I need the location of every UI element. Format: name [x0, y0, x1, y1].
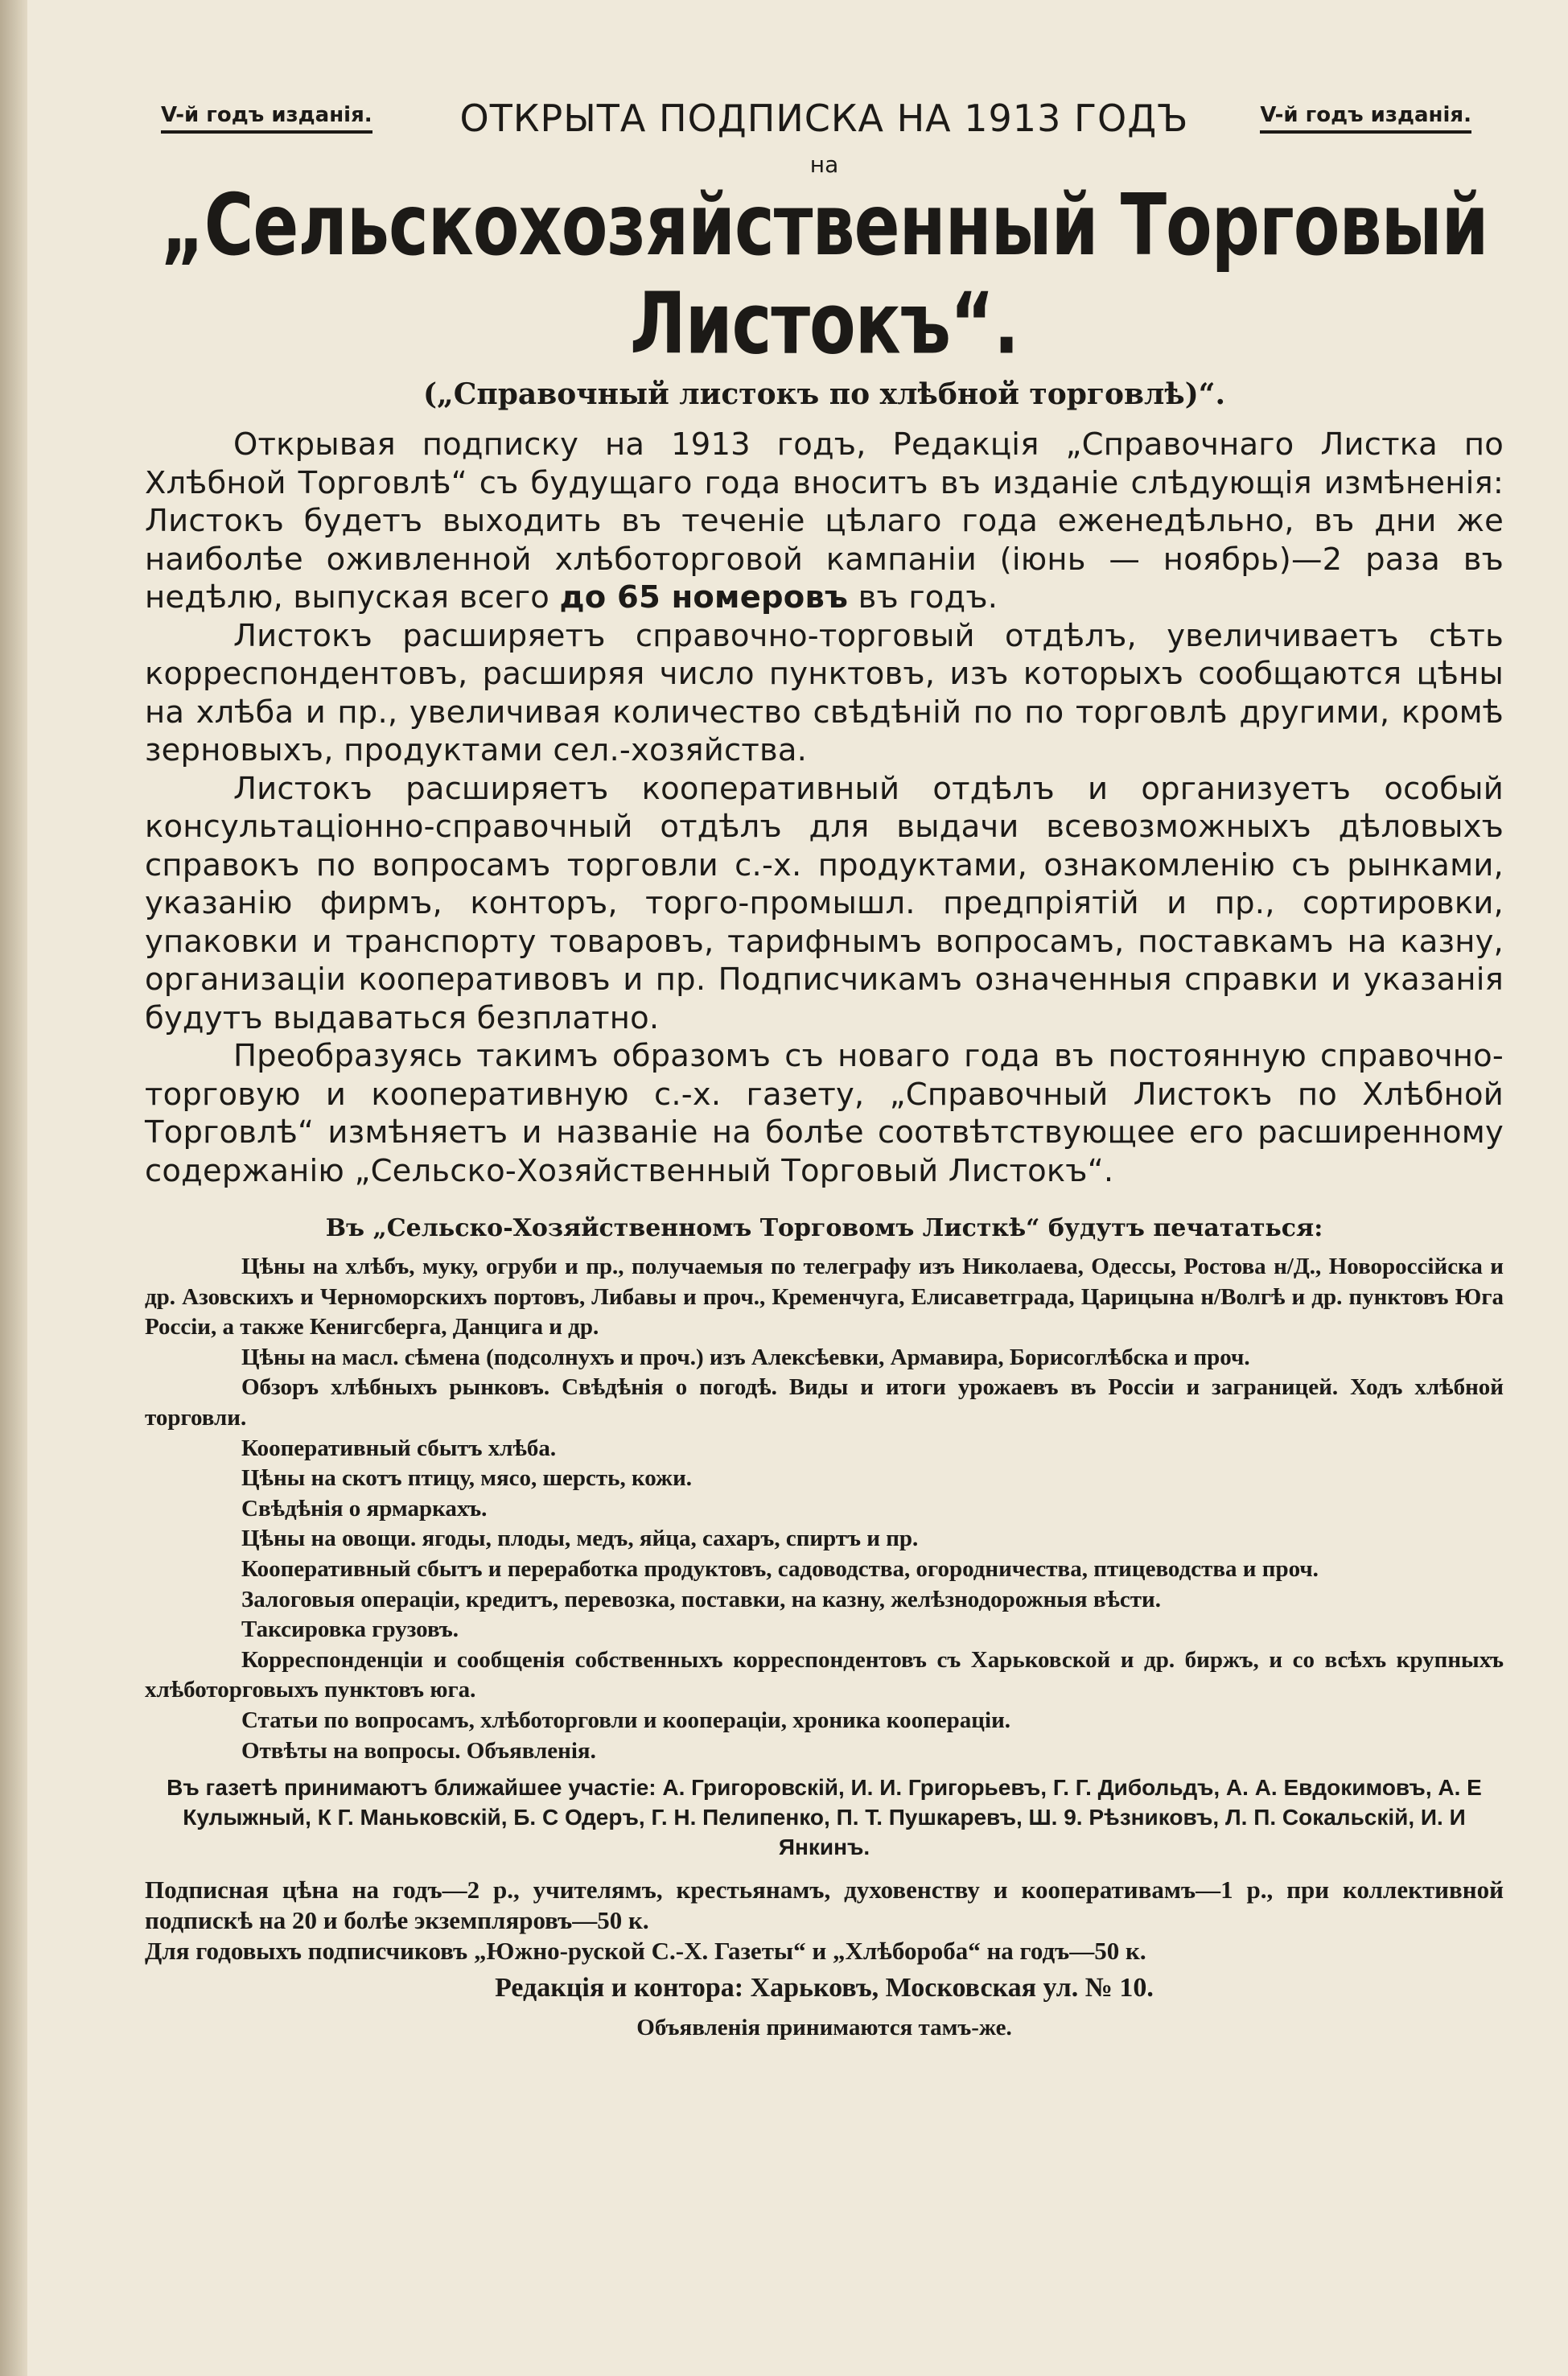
price-line: Для годовыхъ подписчиковъ „Южно-руской С.-Х. Газеты“ и „Хлѣбороба“ на годъ—50 к. — [145, 1937, 1146, 1966]
paragraph: Преобразуясь такимъ образомъ съ новаго года въ постоянную справочно-торговую и кооперативную с.-х. газету, „Справочный Листокъ по Хлѣбной Торговлѣ“ измѣняетъ и названіе на болѣе соотвѣтствующее его расширенному содержанію „Сельско-Хозяйственный Торговый Листокъ“. — [145, 1038, 1504, 1189]
list-item: Цѣны на масл. сѣмена (подсолнухъ и проч.) изъ Алексѣевки, Армавира, Борисоглѣбска и проч. — [241, 1344, 1250, 1370]
ads-note: Объявленія принимаются тамъ-же. — [636, 2015, 1012, 2041]
contributors-list: Въ газетѣ принимаютъ ближайшее участіе: А. Григоровскій, И. И. Григорьевъ, Г. Г. Дибольдъ, А. А. Евдокимовъ, А. Е Кулыжный, К Г. Маньковскій, Б. С Одеръ, Г. Н. Пелипенко, П. Т. Пушкаревъ, Ш. 9. Рѣзниковъ, Л. П. Сокальскій, И. И Янкинъ. — [167, 1775, 1482, 1860]
preposition-na: на — [809, 151, 839, 178]
page-edge — [0, 0, 27, 2376]
edition-label-left: V-й годъ изданія. — [161, 103, 372, 134]
list-item: Кооперативный сбытъ хлѣба. — [241, 1435, 557, 1461]
list-item: Корреспонденціи и сообщенія собственныхъ корреспондентовъ съ Харьковской и др. биржъ, и со всѣхъ крупныхъ хлѣботорговыхъ пунктовъ юга. — [145, 1646, 1504, 1703]
price-line: Подписная цѣна на годъ—2 р., учителямъ, крестьянамъ, духовенству и кооперативамъ—1 р., при коллективной подпискѣ на 20 и болѣе экземпляровъ—50 к. — [145, 1876, 1504, 1935]
list-item: Отвѣты на вопросы. Объявленія. — [241, 1737, 596, 1764]
list-item: Свѣдѣнія о ярмаркахъ. — [241, 1495, 488, 1522]
editorial-address: Редакція и контора: Харьковъ, Московская ул. № 10. — [495, 1973, 1154, 2003]
contents-heading: Въ „Сельско-Хозяйственномъ Торговомъ Листкѣ“ будутъ печататься: — [325, 1214, 1323, 1242]
subscription-price — [145, 1875, 1504, 1966]
header-row — [145, 97, 1504, 148]
contents-list — [145, 1252, 1504, 1766]
list-item: Статьи по вопросамъ, хлѣботорговли и коопераціи, хроника коопераціи. — [241, 1707, 1011, 1733]
paragraph: Открывая подписку на 1913 годъ, Редакція „Справочнаго Листка по Хлѣбной Торговлѣ“ съ будущаго года вноситъ въ изданіе слѣдующія измѣненія: Листокъ будетъ выходить въ теченіе цѣлаго года еженедѣльно, въ дни же наиболѣе оживленной хлѣботорговой кампаніи (іюнь — ноябрь)—2 раза въ недѣлю, выпуская всего до 65 номеровъ въ годъ. — [145, 426, 1504, 616]
list-item: Залоговыя операціи, кредитъ, перевозка, поставки, на казну, желѣзнодорожныя вѣсти. — [241, 1586, 1162, 1612]
paragraph: Листокъ расширяетъ справочно-торговый отдѣлъ, увеличиваетъ сѣть корреспондентовъ, расширяя число пунктовъ, изъ которыхъ сообщаются цѣны на хлѣба и пр., увеличивая количество свѣдѣній по по торговлѣ другими, кромѣ зерновыхъ, продуктами сел.-хозяйства. — [145, 617, 1504, 768]
list-item: Таксировка грузовъ. — [241, 1616, 459, 1643]
list-item: Цѣны на хлѣбъ, муку, огруби и пр., получаемыя по телеграфу изъ Николаева, Одессы, Ростова н/Д., Новороссійска и др. Азовскихъ и Черноморскихъ портовъ, Либавы и проч., Кременчуга, Елисаветграда, Царицына н/Волгѣ и др. пунктовъ Юга Россіи, а также Кенигсберга, Данцига и др. — [145, 1254, 1504, 1340]
edition-label-right: V-й годъ изданія. — [1260, 103, 1471, 134]
list-item: Цѣны на скотъ птицу, мясо, шерсть, кожи. — [241, 1465, 693, 1492]
subscription-announcement: ОТКРЫТА ПОДПИСКА НА 1913 ГОДЪ — [459, 97, 1189, 140]
newspaper-subtitle: („Справочный листокъ по хлѣбной торговлѣ)“. — [423, 377, 1225, 411]
body-text — [145, 426, 1504, 1190]
list-item: Цѣны на овощи. ягоды, плоды, медъ, яйца, сахаръ, спиртъ и пр. — [241, 1526, 919, 1552]
paragraph: Листокъ расширяетъ кооперативный отдѣлъ и организуетъ особый консультаціонно-справочный отдѣлъ для выдачи всевозможныхъ дѣловыхъ справокъ по вопросамъ торговли с.-х. продуктами, ознакомленію съ рынками, указанію фирмъ, конторъ, торго-промышл. предпріятій и пр., сортировки, упаковки и транспорту товаровъ, тарифнымъ вопросамъ, поставкамъ на казну, организаціи кооперативовъ и пр. Подписчикамъ означенныя справки и указанія будутъ выдаваться безплатно. — [145, 770, 1504, 1036]
list-item: Обзоръ хлѣбныхъ рынковъ. Свѣдѣнія о погодѣ. Виды и итоги урожаевъ въ Россіи и заграницей. Ходъ хлѣбной торговли. — [145, 1374, 1504, 1431]
list-item: Кооперативный сбытъ и переработка продуктовъ, садоводства, огородничества, птицеводства и проч. — [241, 1555, 1319, 1582]
newspaper-title: „Сельскохозяйственный Торговый Листокъ“. — [160, 175, 1488, 373]
